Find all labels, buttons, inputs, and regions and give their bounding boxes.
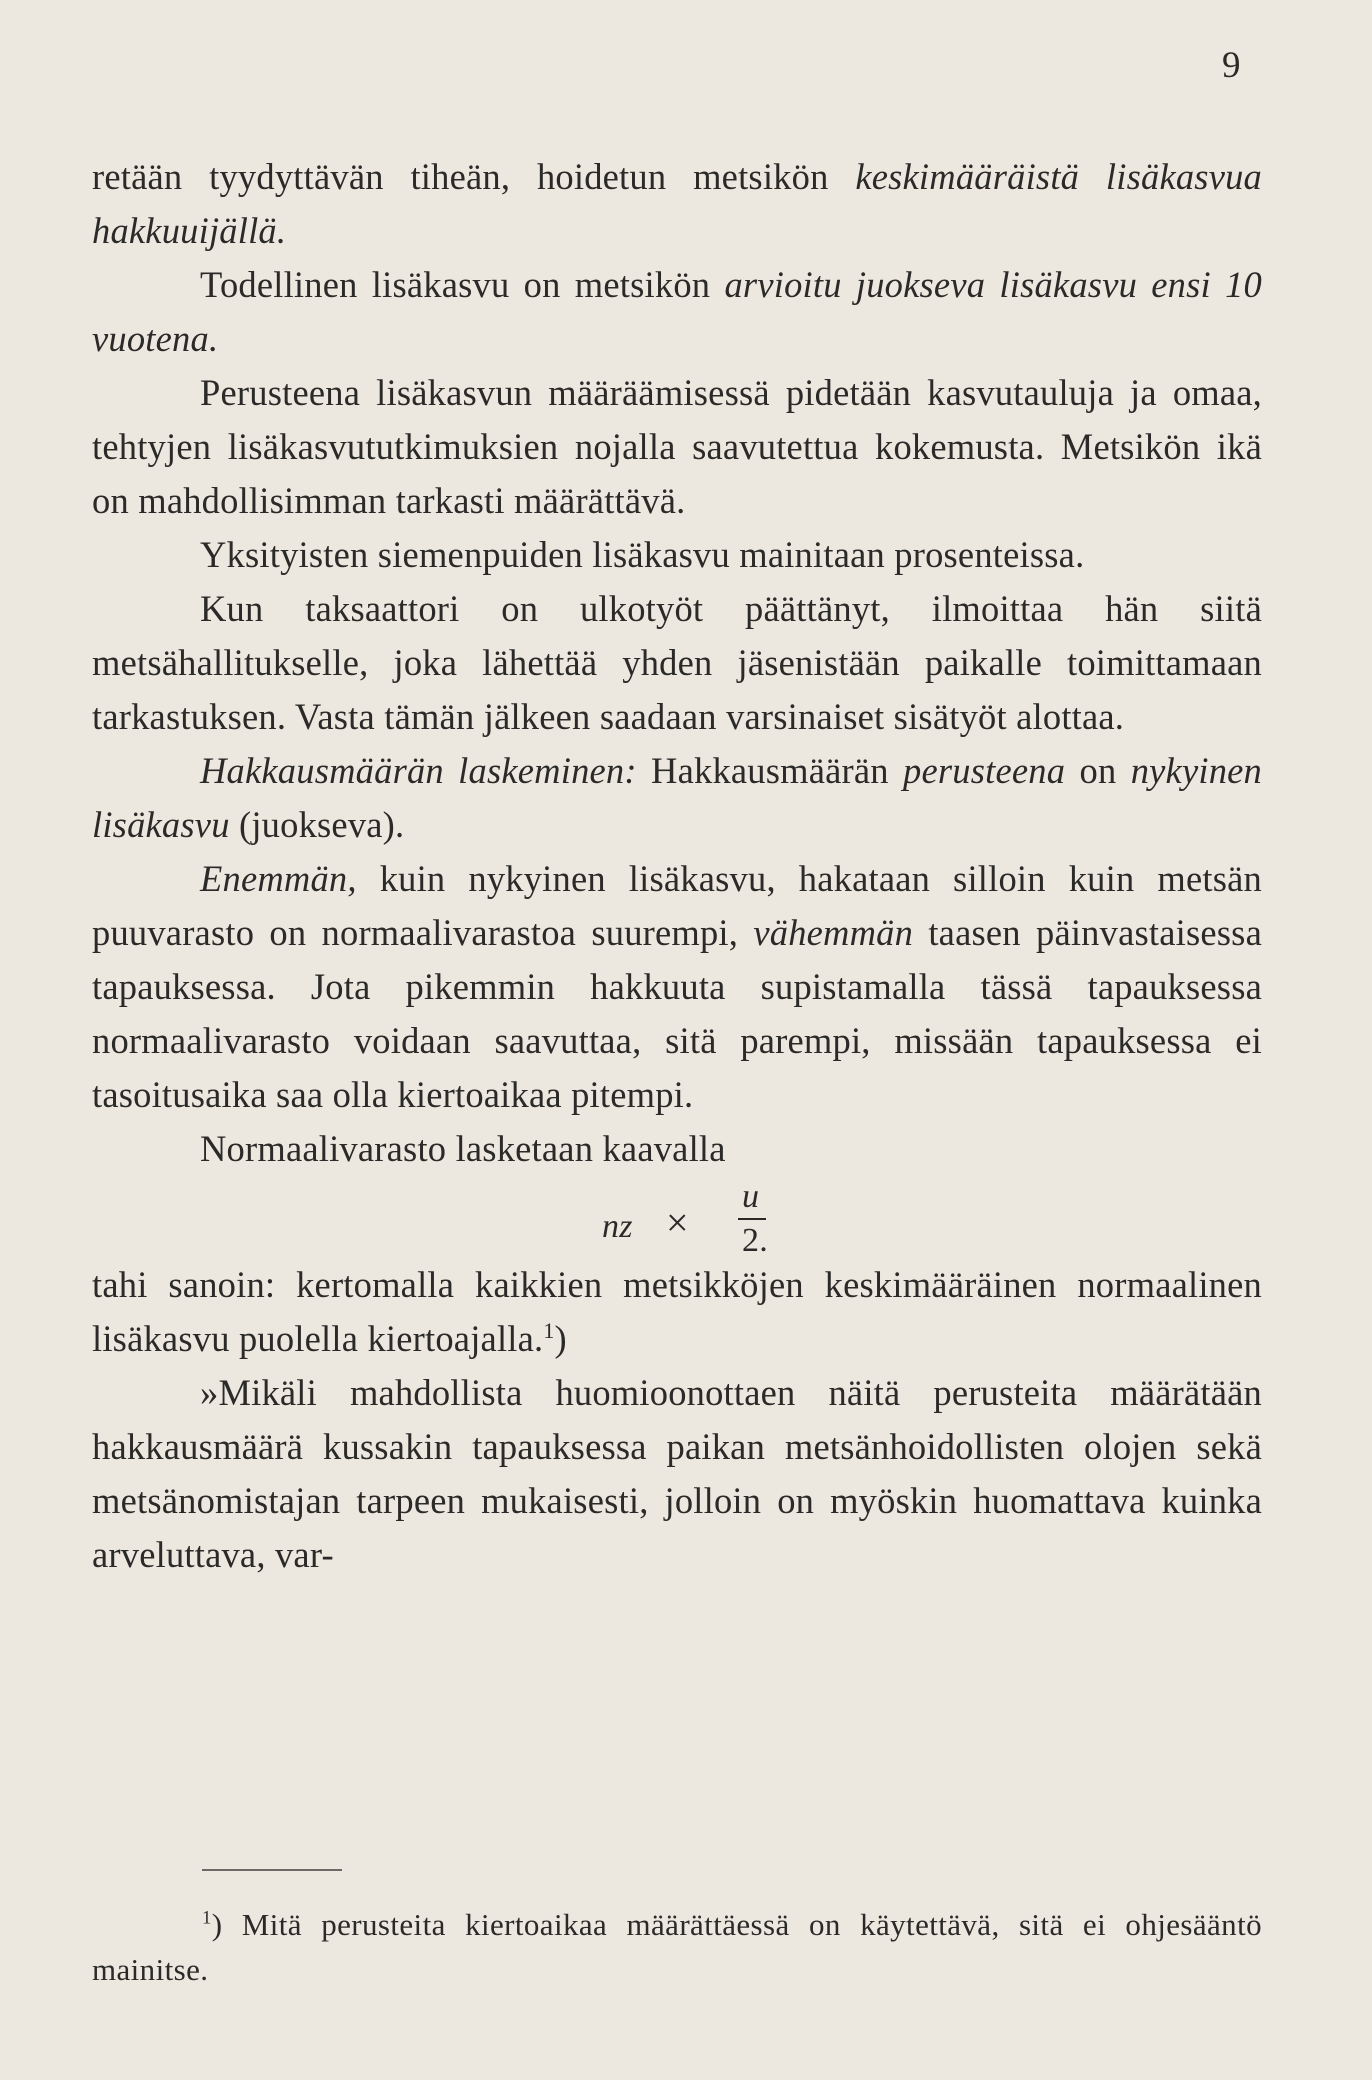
paragraph-1: [92, 150, 1262, 258]
footnote-divider: [202, 1869, 342, 1871]
footnote-body: Mitä perusteita kiertoaikaa määrättäessä on käytettävä, sitä ei ohjesääntö mainitse.: [92, 1907, 1262, 1987]
paragraph-8: [92, 1122, 1262, 1176]
italic-run: Enemmän,: [200, 858, 357, 899]
italic-run: keskimääräistä lisäkasvua hakkuuijällä.: [92, 156, 1262, 251]
paragraph-9: [92, 1258, 1262, 1366]
footnote-reference: 1: [543, 1317, 555, 1343]
paragraph-10: [92, 1366, 1262, 1582]
text-run: Todellinen lisäkasvu on metsikön: [200, 264, 725, 305]
paragraph-6: [92, 744, 1262, 852]
text-run: on: [1065, 750, 1131, 791]
formula-operator: ×: [666, 1200, 689, 1245]
text-run: Yksityisten siemenpuiden lisäkasvu mainitaan prosenteissa.: [200, 534, 1085, 575]
text-run: (juokseva).: [229, 804, 405, 845]
italic-run: nykyinen lisäkasvu: [92, 750, 1262, 845]
paragraph-5: [92, 582, 1262, 744]
text-run: retään tyydyttävän tiheän, hoidetun metsikön: [92, 156, 856, 197]
text-run: taasen päinvastaisessa tapauksessa. Jota pikemmin hakkuuta supistamalla tässä tapauksessa normaalivarasto voidaan saavuttaa, sitä parempi, missään tapauksessa ei tasoitusaika saa olla kiertoaikaa pitempi.: [92, 912, 1262, 1115]
footnote: [92, 1902, 1262, 1992]
body-text: [92, 150, 1262, 1582]
formula-left: nz: [602, 1208, 633, 1245]
page-number: 9: [1222, 45, 1241, 86]
formula-numerator: u: [742, 1178, 760, 1215]
italic-run: perusteena: [903, 750, 1066, 791]
paragraph-2: [92, 258, 1262, 366]
paragraph-3: [92, 366, 1262, 528]
formula: [92, 1176, 1262, 1258]
text-run: kuin nykyinen lisäkasvu, hakataan silloin kuin metsän puuvarasto on normaalivarastoa suurempi,: [92, 858, 1262, 953]
text-run: Perusteena lisäkasvun määräämisessä pidetään kasvutauluja ja omaa, tehtyjen lisäkasvututkimuksien nojalla saavutettua kokemusta. Metsikön ikä on mahdollisimman tarkasti määrättävä.: [92, 372, 1262, 521]
italic-run: arvioitu juokseva lisäkasvu ensi 10 vuotena.: [92, 264, 1262, 359]
text-run: tahi sanoin: kertomalla kaikkien metsikköjen keskimääräinen normaalinen lisäkasvu puolella kiertoajalla.: [92, 1264, 1262, 1359]
italic-run: vähemmän: [753, 912, 914, 953]
paragraph-7: [92, 852, 1262, 1122]
paragraph-4: [92, 528, 1262, 582]
footnote-marker: 1: [202, 1907, 212, 1929]
text-run: Normaalivarasto lasketaan kaavalla: [200, 1128, 726, 1169]
text-run: Hakkausmäärän: [636, 750, 904, 791]
italic-heading: Hakkausmäärän laskeminen:: [200, 750, 637, 791]
formula-denominator: 2.: [742, 1222, 768, 1259]
text-run: »Mikäli mahdollista huomioonottaen näitä perusteita määrätään hakkausmäärä kussakin tapauksessa paikan metsänhoidollisten olojen sekä metsänomistajan tarpeen mukaisesti, jolloin on myöskin huomattava kuinka arveluttava, var-: [92, 1372, 1262, 1575]
footnote-text: [92, 1902, 1262, 1992]
footnote-marker-paren: ): [211, 1907, 223, 1942]
text-run: Kun taksaattori on ulkotyöt päättänyt, ilmoittaa hän siitä metsähallitukselle, joka lähettää yhden jäsenistään paikalle toimittamaan tarkastuksen. Vasta tämän jälkeen saadaan varsinaiset sisätyöt alottaa.: [92, 588, 1262, 737]
text-run: ): [554, 1318, 567, 1359]
